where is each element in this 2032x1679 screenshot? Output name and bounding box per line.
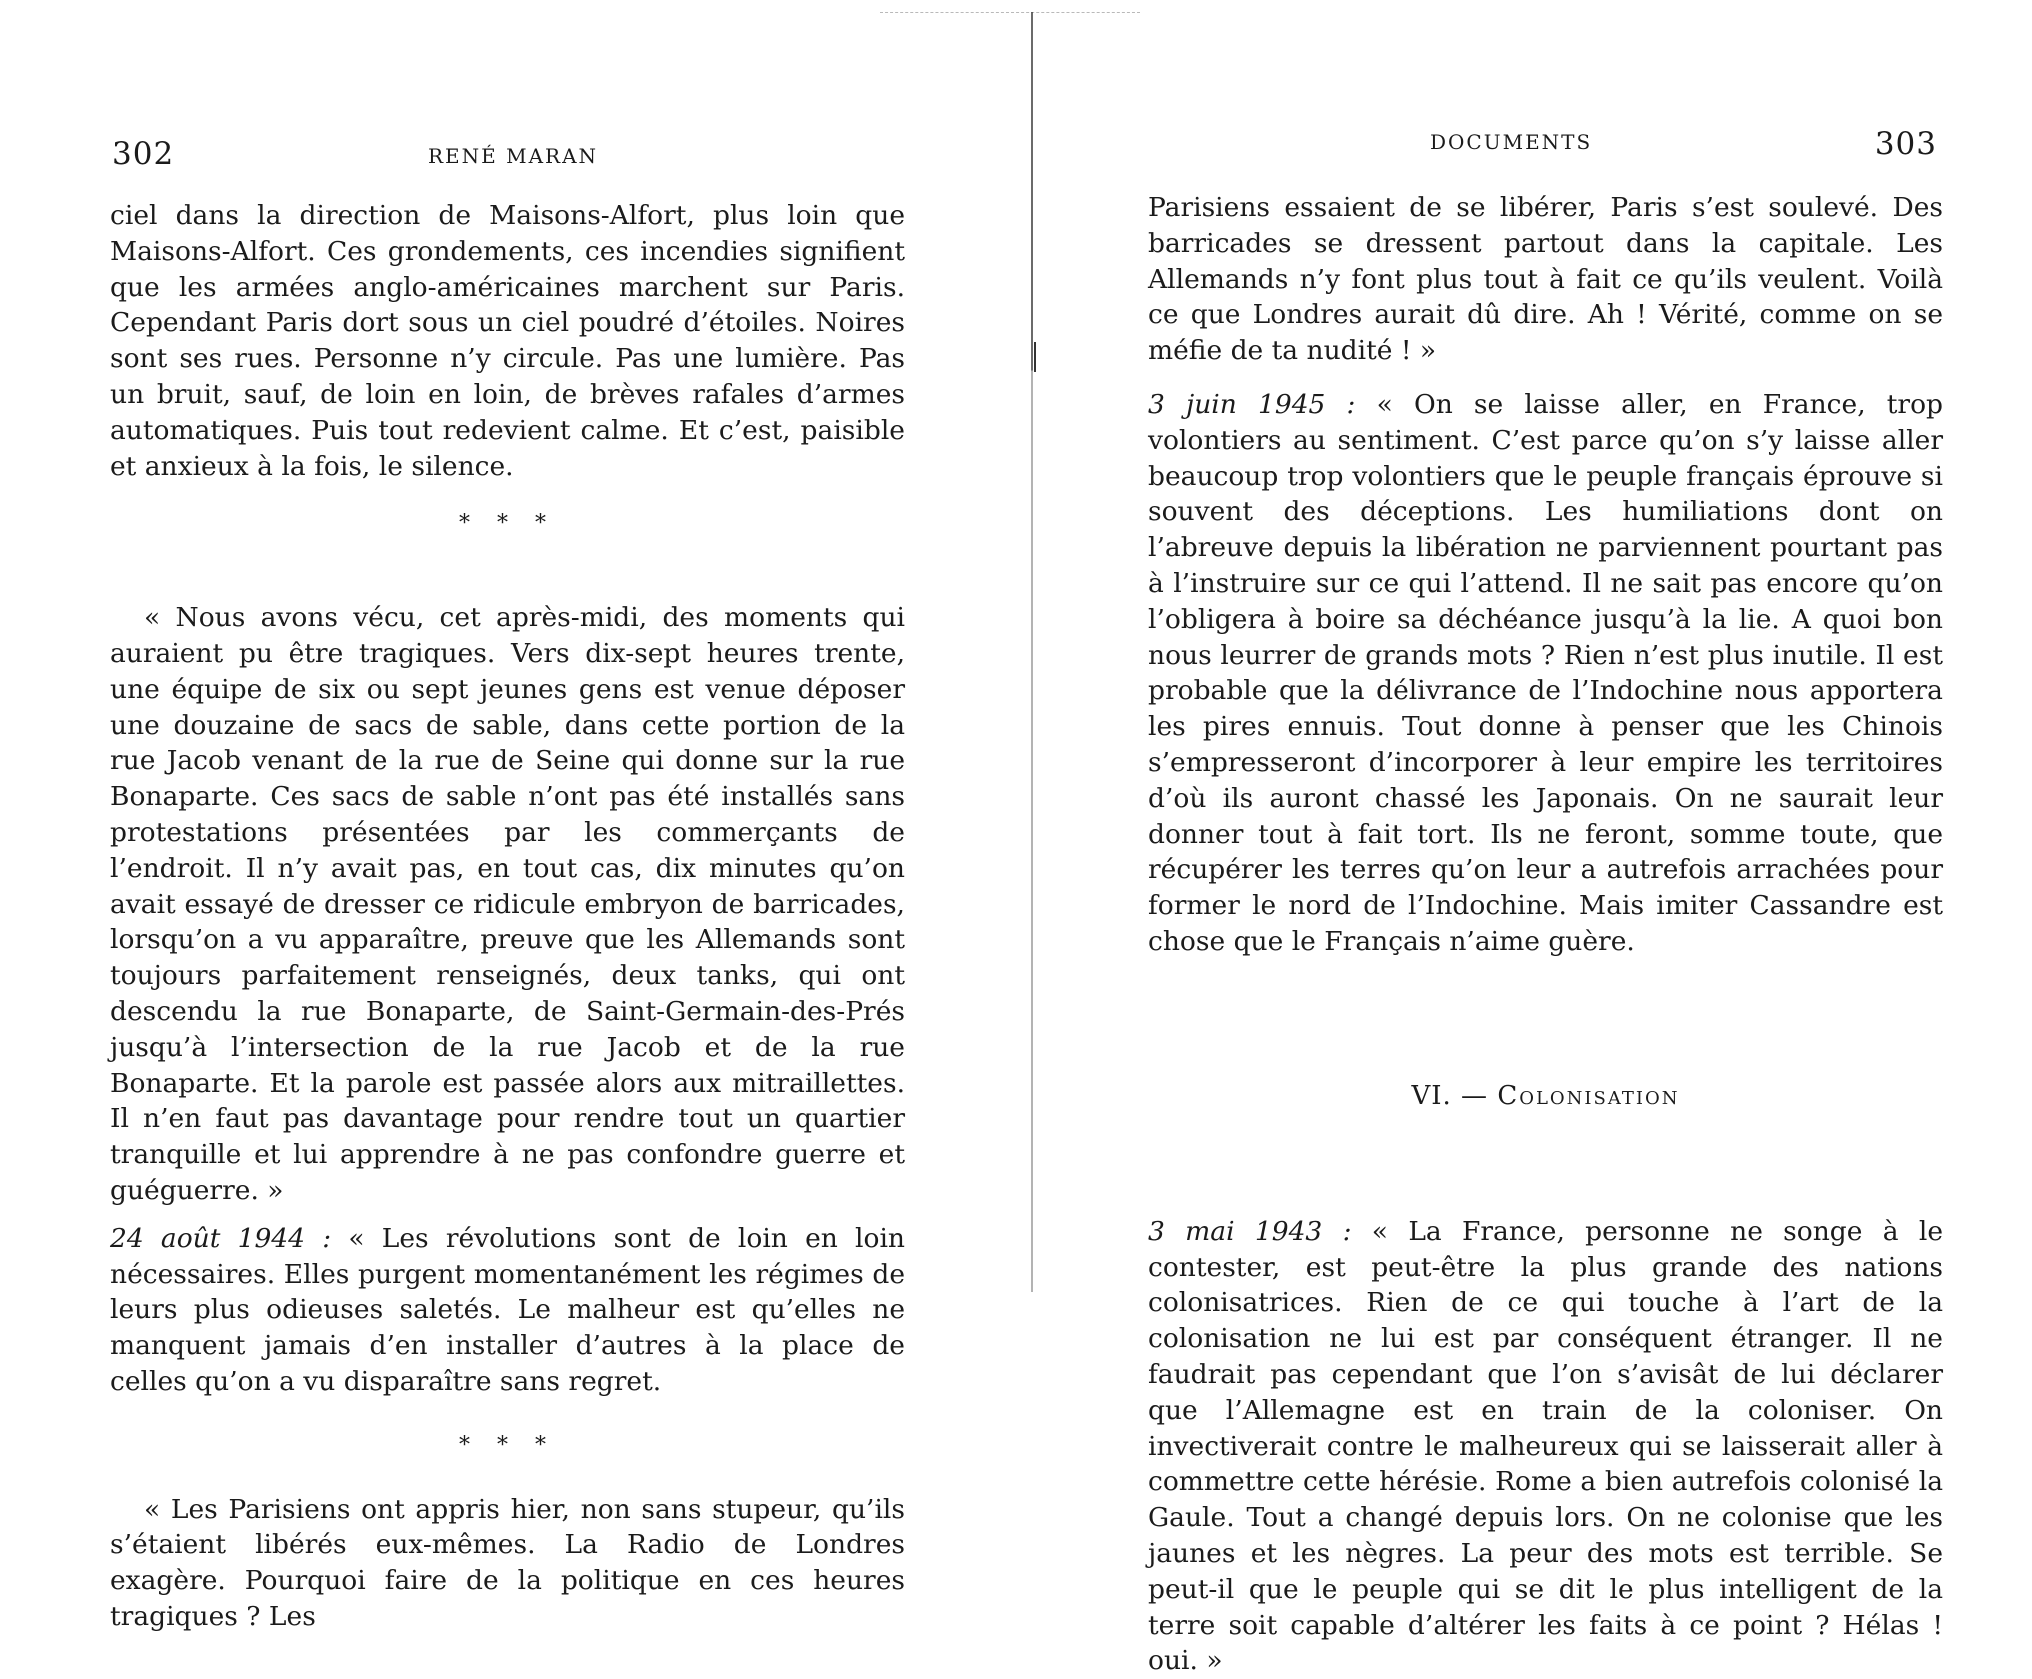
entry-date: 24 août 1944 :	[110, 1222, 332, 1254]
left-page	[110, 0, 905, 1632]
paragraph: « Nous avons vécu, cet après-midi, des moments qui auraient pu être tragiques. Vers dix-sept heures trente, une équipe de six ou sept jeunes gens est venue déposer une douzaine de sacs de sable, dans cette portion de la rue Jacob venant de la rue de Seine qui donne sur la rue Bonaparte. Ces sacs de sable n’ont pas été installés sans protestations présentées par les commerçants de l’endroit. Il n’y avait pas, en tout cas, dix minutes qu’on avait essayé de dresser ce ridicule embryon de barricades, lorsqu’on a vu apparaître, preuve que les Allemands sont toujours parfaitement renseignés, deux tanks, qui ont descendu la rue Bonaparte, de Saint-Germain-des-Prés jusqu’à l’intersection de la rue Jacob et de la rue Bonaparte. Et la parole est passée alors aux mitraillettes. Il n’en faut pas davantage pour rendre tout un quartier tranquille et lui apprendre à ne pas confondre guerre et guéguerre. »	[110, 602, 905, 1206]
dated-paragraph	[1148, 387, 1943, 960]
paragraph: « Les Parisiens ont appris hier, non sans stupeur, qu’ils s’étaient libérés eux-mêmes. La Radio de Londres exagère. Pourquoi faire de la politique en ces heures tragiques ? Les	[110, 1493, 905, 1632]
section-heading	[1148, 1078, 1943, 1114]
running-head-title: DOCUMENTS	[1430, 130, 1593, 154]
right-page-body	[1148, 190, 1943, 1679]
page-gutter	[1031, 12, 1033, 1292]
right-running-head	[1148, 126, 1943, 166]
entry-date: 3 mai 1943 :	[1148, 1215, 1352, 1247]
entry-text: « La France, personne ne songe à le contester, est peut-être la plus grande des nations colonisatrices. Rien de ce qui touche à l’art de la colonisation ne lui est par conséquent étranger. Il ne faudrait pas cependant que l’on s’avisât de lui déclarer que l’Allemagne est en train de la coloniser. On invectiverait contre le malheureux qui se laisserait aller à commettre cette hérésie. Rome a bien autrefois colonisé la Gaule. Tout a changé depuis lors. On ne colonise que les jaunes et les nègres. La peur des mots est terrible. Se peut-il que le peuple qui se dit le plus intelligent de la terre soit capable d’altérer les faits à ce point ? Hélas ! oui. »	[1148, 1215, 1943, 1677]
dated-paragraph	[1148, 1214, 1943, 1679]
scan-edge	[880, 12, 1140, 13]
section-break-stars: * * *	[459, 511, 556, 537]
left-running-head	[110, 126, 905, 172]
left-page-body	[110, 198, 905, 1635]
section-break-stars: * * *	[459, 1432, 556, 1458]
page-number: 302	[112, 136, 175, 172]
entry-date: 3 juin 1945 :	[1148, 388, 1356, 420]
page-number: 303	[1874, 126, 1937, 162]
section-number: VI. —	[1411, 1080, 1489, 1111]
entry-text: « On se laisse aller, en France, trop volontiers au sentiment. C’est parce qu’on s’y laisse aller beaucoup trop volontiers que le peuple français éprouve si souvent des déceptions. Les humiliations dont on l’abreuve depuis la libération ne parviennent pourtant pas à l’instruire sur ce qui l’attend. Il ne sait pas encore qu’on l’obligera à boire sa déchéance jusqu’à la lie. A quoi bon nous leurrer de grands mots ? Rien n’est plus inutile. Il est probable que la délivrance de l’Indochine nous apportera les pires ennuis. Tout donne à penser que les Chinois s’empresseront d’incorporer à leur empire les territoires d’où ils auront chassé les Japonais. On ne saurait leur donner tout à fait tort. Ils ne feront, somme toute, que récupérer les terres qu’on leur a autrefois arrachées pour former le nord de l’Indochine. Mais imiter Cassandre est chose que le Français n’aime guère.	[1148, 388, 1943, 957]
gutter-mark	[1034, 342, 1036, 372]
running-head-author: RENÉ MARAN	[428, 144, 599, 168]
paragraph: ciel dans la direction de Maisons-Alfort, plus loin que Maisons-Alfort. Ces grondements, ces incendies signifient que les armées anglo-américaines marchent sur Paris. Cependant Paris dort sous un ciel poudré d’étoiles. Noires sont ses rues. Personne n’y circule. Pas une lumière. Pas un bruit, sauf, de loin en loin, de brèves rafales d’armes automatiques. Puis tout redevient calme. Et c’est, paisible et anxieux à la fois, le silence.	[110, 200, 905, 482]
entry-text: « Les révolutions sont de loin en loin nécessaires. Elles purgent momentanément les régimes de leurs plus odieuses saletés. Le malheur est qu’elles ne manquent jamais d’en installer d’autres à la place de celles qu’on a vu disparaître sans regret.	[110, 1222, 905, 1397]
dated-paragraph	[110, 1221, 905, 1400]
paragraph: Parisiens essaient de se libérer, Paris s’est soulevé. Des barricades se dressent partout dans la capitale. Les Allemands n’y font plus tout à fait ce qu’ils veulent. Voilà ce que Londres aurait dû dire. Ah ! Vérité, comme on se méfie de ta nudité ! »	[1148, 192, 1943, 367]
right-page	[1148, 0, 1943, 1677]
section-title: Colonisation	[1497, 1080, 1680, 1111]
